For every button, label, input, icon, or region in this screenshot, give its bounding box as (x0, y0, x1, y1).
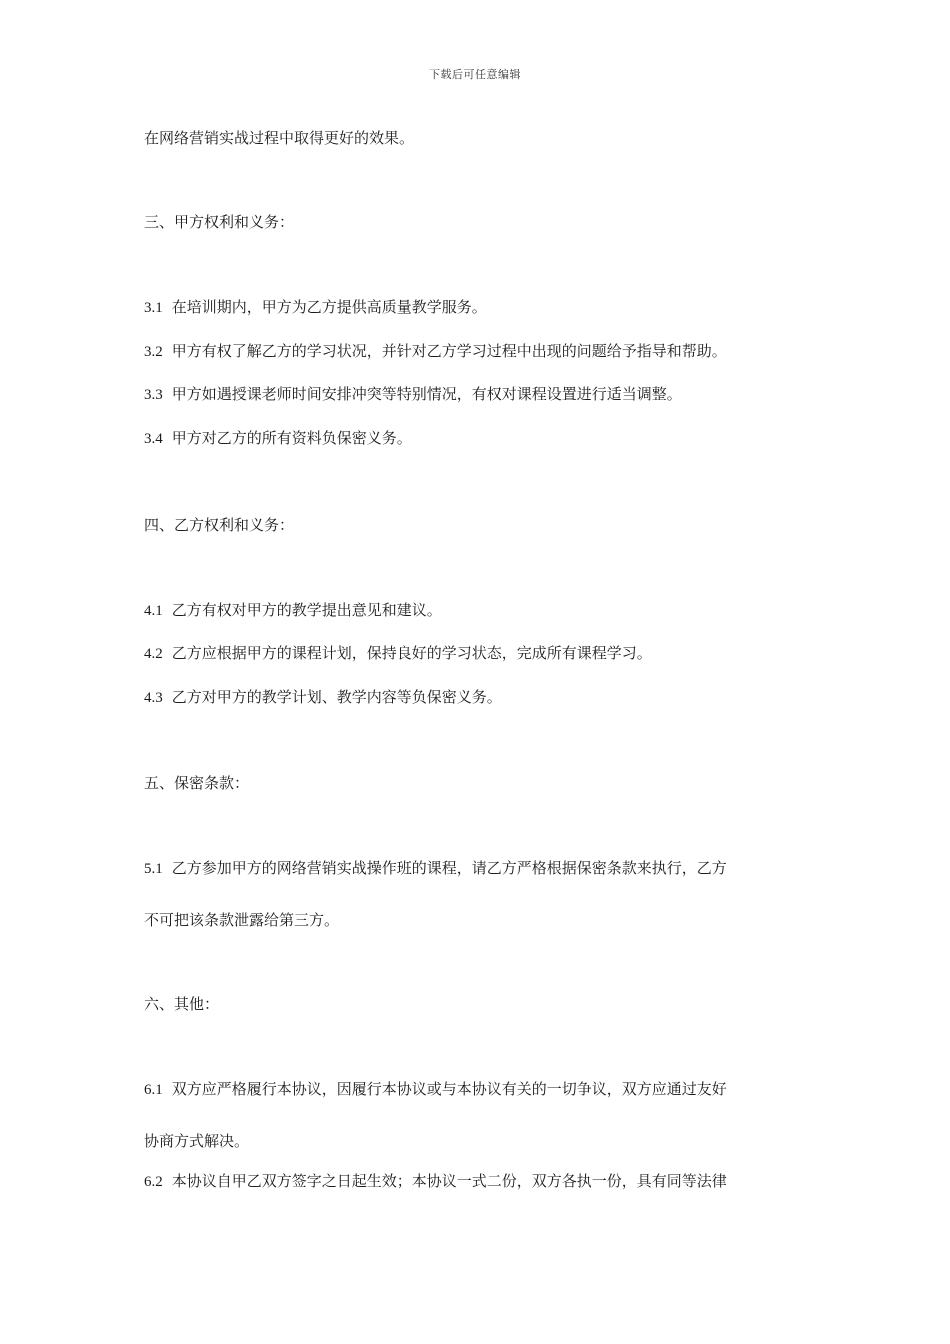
clause-3-2 (144, 341, 814, 362)
clause-number: 3.2 (144, 344, 163, 360)
clause-text: 甲方如遇授课老师时间安排冲突等特别情况，有权对课程设置进行适当调整。 (171, 385, 682, 403)
intro-line: 在网络营销实战过程中取得更好的效果。 (144, 129, 415, 147)
section-3-heading: 三、甲方权利和义务： (144, 213, 295, 231)
clause-text: 乙方对甲方的教学计划、教学内容等负保密义务。 (171, 688, 502, 706)
clause-text: 乙方应根据甲方的课程计划，保持良好的学习状态，完成所有课程学习。 (171, 644, 652, 662)
clause-4-1 (144, 600, 814, 621)
clause-text: 乙方参加甲方的网络营销实战操作班的课程，请乙方严格根据保密条款来执行，乙方 (171, 859, 727, 877)
section-6-heading: 六、其他： (144, 995, 220, 1013)
clause-6-1 (144, 1079, 814, 1100)
clause-5-1-continuation: 不可把该条款泄露给第三方。 (144, 911, 340, 929)
clause-number: 3.1 (144, 300, 163, 316)
clause-3-1 (144, 297, 814, 318)
clause-number: 6.2 (144, 1174, 163, 1190)
clause-3-4 (144, 428, 814, 449)
clause-number: 3.3 (144, 387, 163, 403)
clause-text: 甲方对乙方的所有资料负保密义务。 (171, 429, 412, 447)
clause-number: 4.3 (144, 690, 163, 706)
clause-text: 甲方有权了解乙方的学习状况，并针对乙方学习过程中出现的问题给予指导和帮助。 (171, 342, 727, 360)
section-4-heading: 四、乙方权利和义务： (144, 516, 295, 534)
clause-text: 双方应严格履行本协议，因履行本协议或与本协议有关的一切争议，双方应通过友好 (171, 1080, 727, 1098)
clause-number: 4.2 (144, 646, 163, 662)
clause-number: 4.1 (144, 603, 163, 619)
clause-4-3 (144, 687, 814, 708)
section-5-heading: 五、保密条款： (144, 774, 250, 792)
clause-number: 6.1 (144, 1082, 163, 1098)
clause-text: 在培训期内，甲方为乙方提供高质量教学服务。 (171, 298, 487, 316)
clause-text: 乙方有权对甲方的教学提出意见和建议。 (171, 601, 442, 619)
clause-number: 3.4 (144, 431, 163, 447)
clause-5-1 (144, 858, 814, 879)
clause-6-2 (144, 1171, 814, 1192)
clause-text: 本协议自甲乙双方签字之日起生效；本协议一式二份，双方各执一份，具有同等法律 (171, 1172, 727, 1190)
clause-6-1-continuation: 协商方式解决。 (144, 1132, 250, 1150)
clause-4-2 (144, 643, 814, 664)
header-note: 下载后可任意编辑 (429, 68, 521, 81)
clause-number: 5.1 (144, 861, 163, 877)
clause-3-3 (144, 384, 814, 405)
